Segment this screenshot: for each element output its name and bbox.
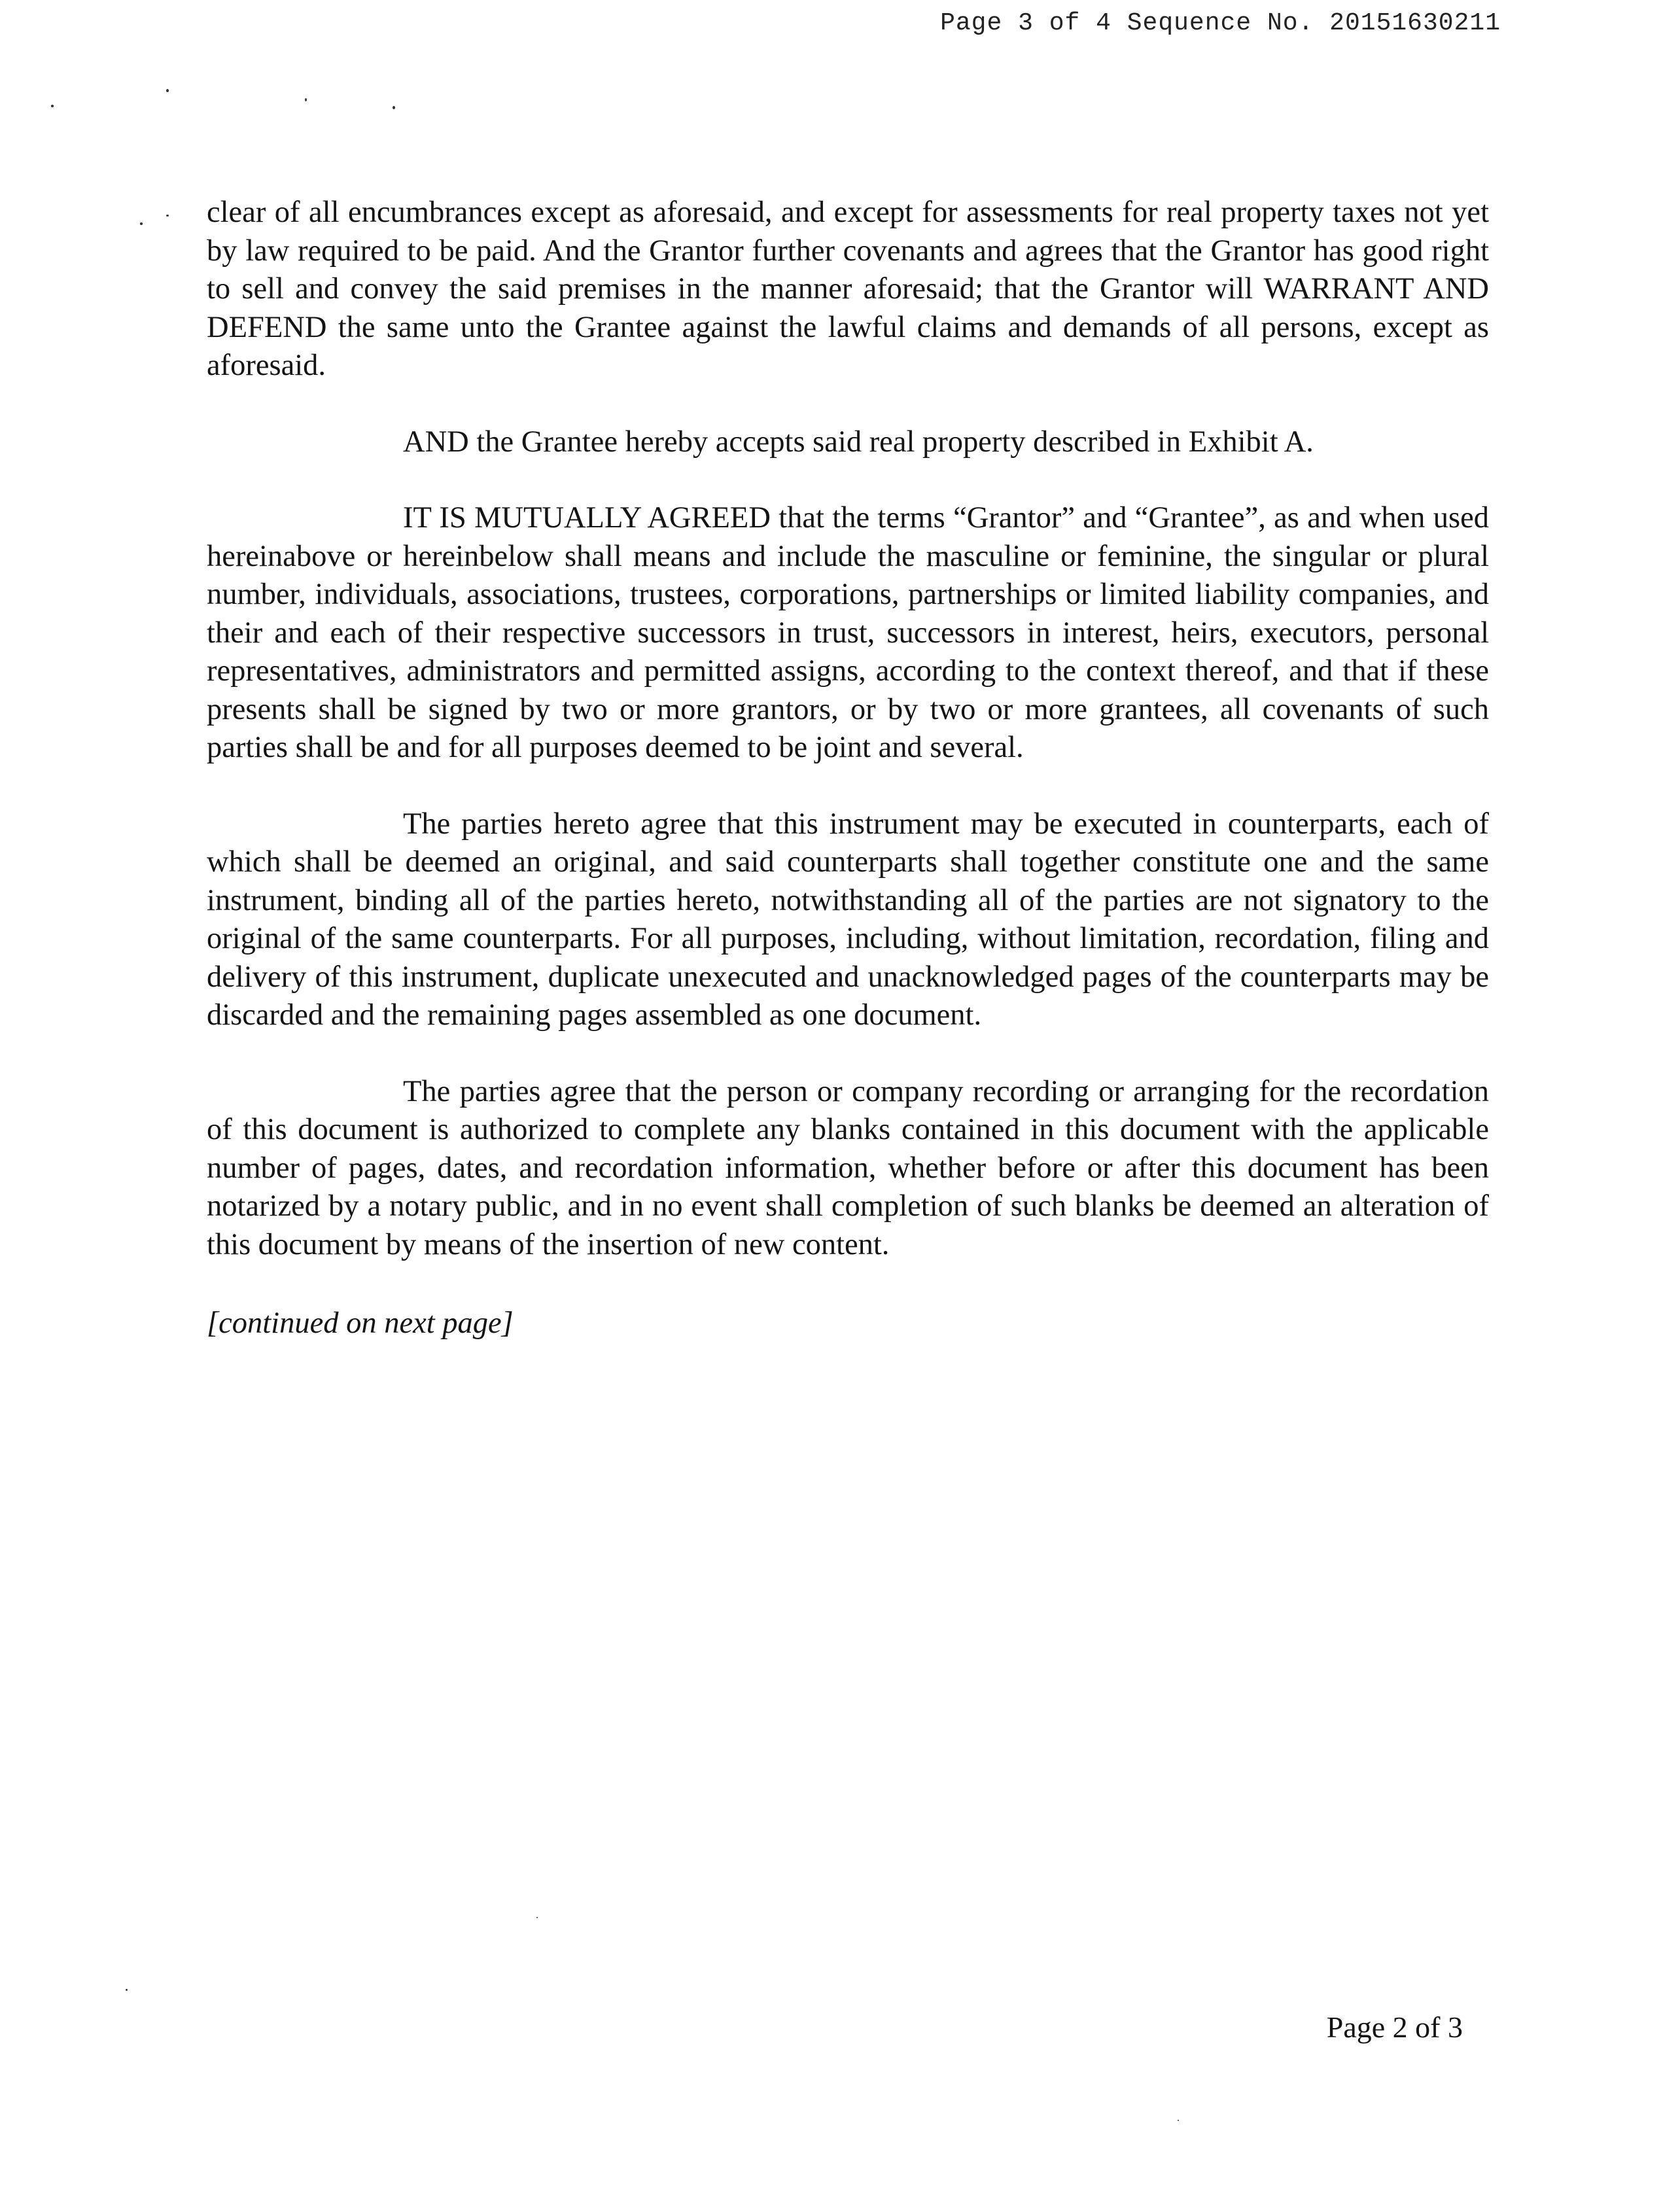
paragraph-warranty: clear of all encumbrances except as aforesaid, and except for assessments for real property taxes not yet by law required to be paid. And the Grantor further covenants and agrees that the Grantor has good right to sell and convey the said premises in the manner aforesaid; that the Grantor will WARRANT AND DEFEND the same unto the Grantee against the lawful claims and demands of all persons, except as aforesaid. <box>207 196 1489 382</box>
scan-speck <box>1178 2120 1179 2121</box>
paragraph-mutual-agreement: IT IS MUTUALLY AGREED that the terms “Grantor” and “Grantee”, as and when used hereinabove or hereinbelow shall means and include the masculine or feminine, the singular or plural number, individuals, associations, trustees, corporations, partnerships or limited liability companies, and their and each of their respective successors in trust, successors in interest, heirs, executors, personal representatives, administrators and permitted assigns, according to the context thereof, and that if these presents shall be signed by two or more grantors, or by two or more grantees, all covenants of such parties shall be and for all purposes deemed to be joint and several. <box>207 501 1489 764</box>
scan-speck <box>166 89 169 92</box>
continued-note: [continued on next page] <box>207 1307 514 1340</box>
recording-stamp: Page 3 of 4 Sequence No. 20151630211 <box>940 9 1501 37</box>
scan-speck <box>393 106 395 109</box>
document-body <box>207 194 1489 1343</box>
page-number: Page 2 of 3 <box>1326 2010 1463 2044</box>
paragraph-recordation: The parties agree that the person or company recording or arranging for the recordation of this document is authorized to complete any blanks contained in this document with the applicable number of pages, dates, and recordation information, whether before or after this document has been notarized by a notary public, and in no event shall completion of such blanks be deemed an alteration of this document by means of the insertion of new content. <box>207 1074 1489 1261</box>
scan-speck <box>536 1917 538 1918</box>
scan-speck <box>166 215 169 217</box>
scan-speck <box>140 222 143 225</box>
paragraph-counterparts: The parties hereto agree that this instrument may be executed in counterparts, each of which shall be deemed an original, and said counterparts shall together constitute one and the same instrument, binding all of the parties hereto, notwithstanding all of the parties are not signatory to the original of the same counterparts. For all purposes, including, without limitation, recordation, filing and delivery of this instrument, duplicate unexecuted and unacknowledged pages of the counterparts may be discarded and the remaining pages assembled as one document. <box>207 807 1489 1032</box>
scan-speck <box>305 98 307 101</box>
scan-speck <box>126 1989 128 1991</box>
scan-speck <box>51 105 54 107</box>
paragraph-acceptance: AND the Grantee hereby accepts said real property described in Exhibit A. <box>403 425 1314 459</box>
